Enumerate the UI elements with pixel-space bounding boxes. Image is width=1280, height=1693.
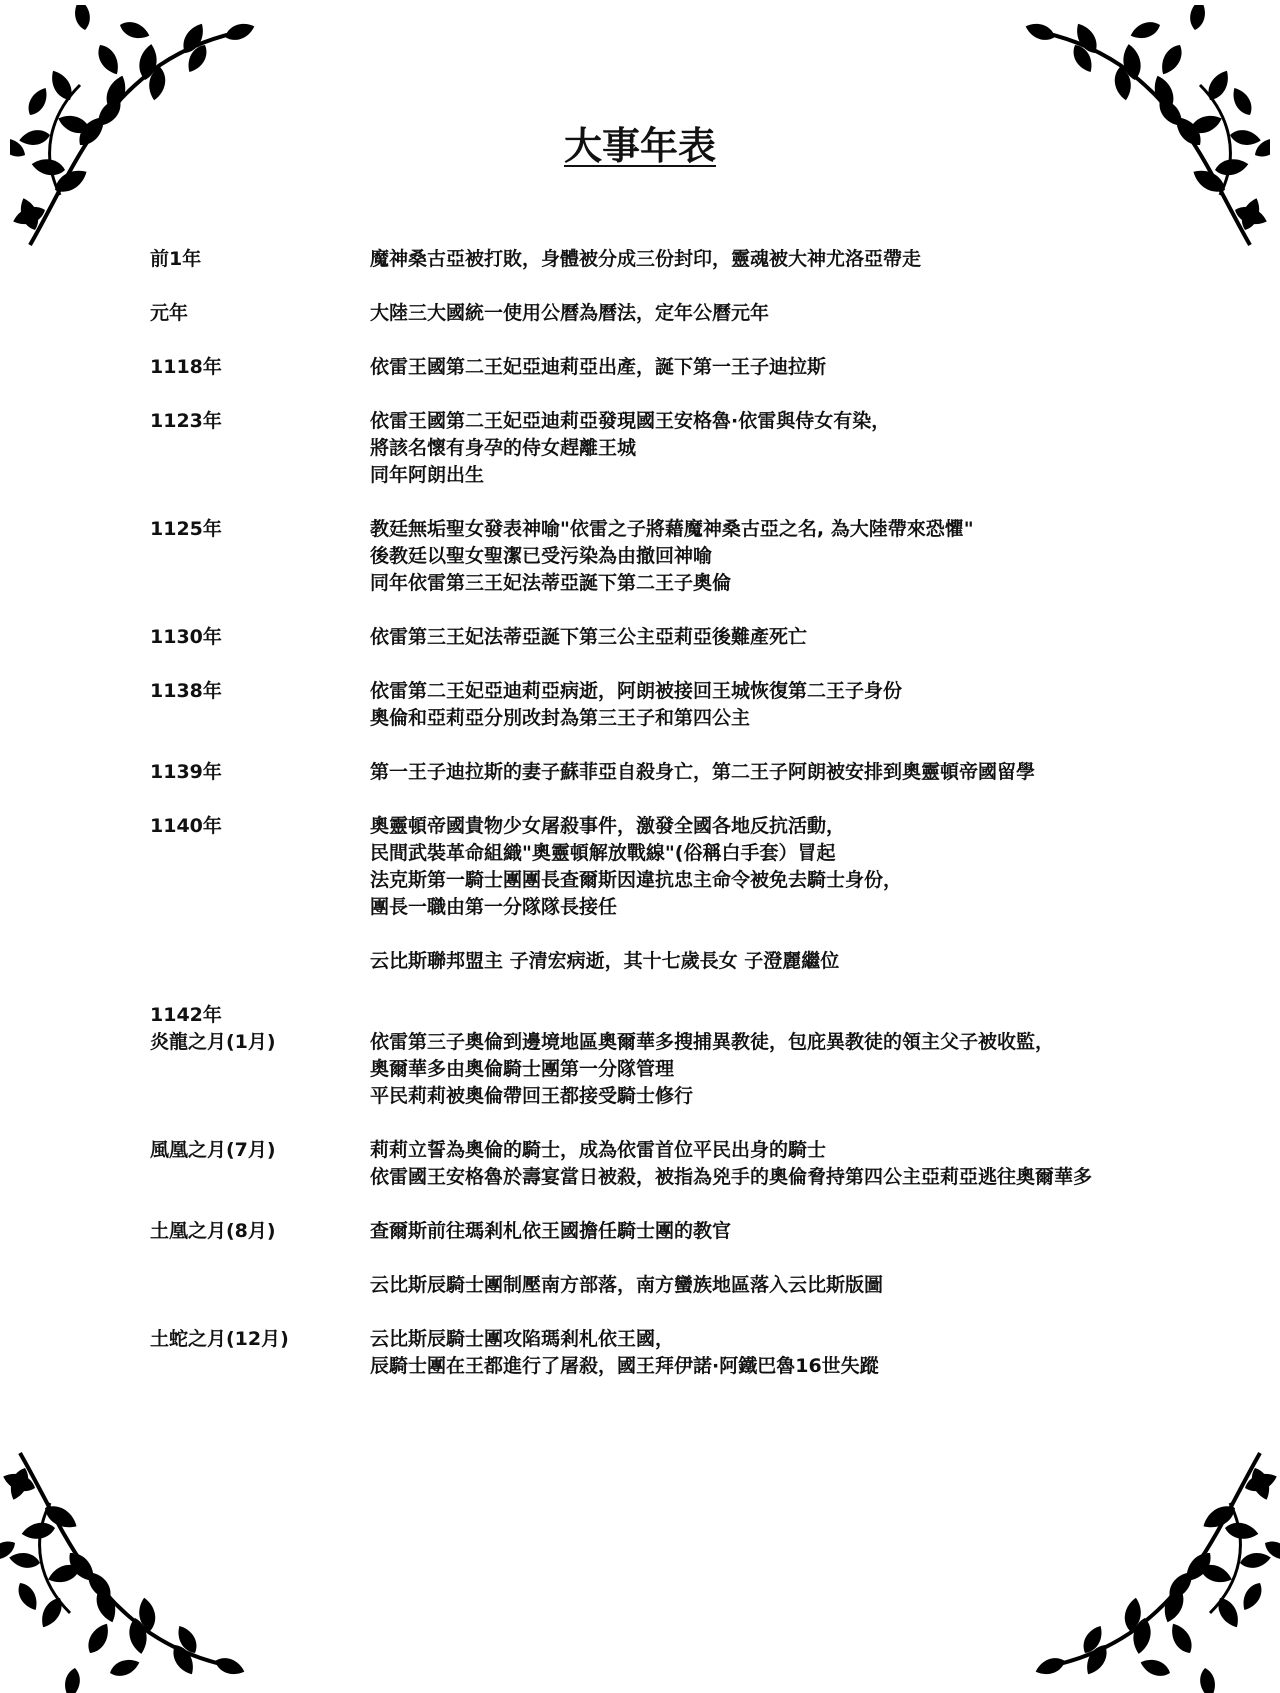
timeline-entry [150,813,1210,921]
entry-description [370,813,1210,921]
entry-date: 元年 [150,302,189,324]
leaf-vine-icon [1020,1433,1280,1693]
entry-date: 前1年 [150,248,202,270]
entry-line: 將該名懷有身孕的侍女趕離王城 [370,437,637,459]
entry-description [370,678,1210,732]
entry-date: 土凰之月(8月) [150,1220,276,1242]
timeline-entry [150,948,1210,975]
timeline [150,246,1210,1380]
entry-line: 依雷王國第二王妃亞迪莉亞發現國王安格魯·依雷與侍女有染， [370,410,891,432]
entry-line: 依雷國王安格魯於壽宴當日被殺，被指為兇手的奧倫脅持第四公主亞莉亞逃往奧爾華多 [370,1166,1093,1188]
timeline-entry [150,1272,1210,1299]
entry-line: 查爾斯前往瑪剎札依王國擔任騎士團的教官 [370,1220,732,1242]
timeline-entry [150,354,1210,381]
timeline-entry [150,1137,1210,1191]
entry-line: 云比斯聯邦盟主 子清宏病逝，其十七歲長女 子澄麗繼位 [370,950,840,972]
entry-date: 土蛇之月(12月) [150,1328,289,1350]
leaf-ornament-bottom-right [1020,1433,1280,1693]
timeline-entry [150,678,1210,732]
timeline-entry [150,1029,1210,1110]
entry-line: 民間武裝革命組織"奧靈頓解放戰線"(俗稱白手套）冒起 [370,842,836,864]
timeline-year-heading [150,1002,1210,1029]
entry-description [370,1218,1210,1245]
entry-line: 後教廷以聖女聖潔已受污染為由撤回神喻 [370,545,713,567]
entry-line: 團長一職由第一分隊隊長接任 [370,896,618,918]
entry-line: 依雷王國第二王妃亞迪莉亞出產，誕下第一王子迪拉斯 [370,356,827,378]
entry-line: 魔神桑古亞被打敗，身體被分成三份封印，靈魂被大神尤洛亞帶走 [370,248,922,270]
entry-line: 依雷第三子奧倫到邊境地區奧爾華多搜捕異教徒，包庇異教徒的領主父子被收監， [370,1031,1055,1053]
entry-date: 1142年 [150,1004,222,1026]
page-title-text: 大事年表 [563,124,716,169]
entry-date: 風凰之月(7月) [150,1139,276,1161]
entry-line: 第一王子迪拉斯的妻子蘇菲亞自殺身亡，第二王子阿朗被安排到奧靈頓帝國留學 [370,761,1036,783]
entry-date: 1139年 [150,761,222,783]
entry-description [370,300,1210,327]
leaf-ornament-bottom-left [0,1433,260,1693]
entry-line: 同年阿朗出生 [370,464,485,486]
page-title [0,115,1280,170]
entry-line: 依雷第三王妃法蒂亞誕下第三公主亞莉亞後難產死亡 [370,626,808,648]
timeline-entry [150,624,1210,651]
entry-line: 法克斯第一騎士團團長查爾斯因違抗忠主命令被免去騎士身份， [370,869,903,891]
entry-line: 奧倫和亞莉亞分別改封為第三王子和第四公主 [370,707,751,729]
entry-description [370,354,1210,381]
entry-date: 炎龍之月(1月) [150,1031,276,1053]
entry-line: 辰騎士團在王都進行了屠殺，國王拜伊諾·阿鐵巴魯16世失蹤 [370,1355,879,1377]
entry-line: 莉莉立誓為奧倫的騎士，成為依雷首位平民出身的騎士 [370,1139,827,1161]
entry-description [370,1326,1210,1380]
timeline-entry [150,300,1210,327]
leaf-vine-icon [0,1433,260,1693]
entry-description [370,516,1210,597]
timeline-entry [150,759,1210,786]
entry-line: 云比斯辰騎士團制壓南方部落，南方蠻族地區落入云比斯版圖 [370,1274,884,1296]
entry-description [370,624,1210,651]
entry-description [370,1137,1210,1191]
entry-line: 大陸三大國統一使用公曆為曆法，定年公曆元年 [370,302,770,324]
entry-line: 依雷第二王妃亞迪莉亞病逝，阿朗被接回王城恢復第二王子身份 [370,680,903,702]
entry-description [370,246,1210,273]
entry-date [150,948,370,975]
entry-line: 云比斯辰騎士團攻陷瑪剎札依王國， [370,1328,675,1350]
entry-date: 1130年 [150,626,222,648]
entry-date: 1138年 [150,680,222,702]
entry-date: 1123年 [150,410,222,432]
entry-date [150,1272,370,1299]
timeline-entry [150,1326,1210,1380]
timeline-entry [150,408,1210,489]
timeline-entry [150,516,1210,597]
entry-description [370,948,1210,975]
entry-description [370,1002,1210,1029]
timeline-entry [150,246,1210,273]
entry-line: 奧爾華多由奧倫騎士團第一分隊管理 [370,1058,675,1080]
entry-line: 教廷無垢聖女發表神喻"依雷之子將藉魔神桑古亞之名, 為大陸帶來恐懼" [370,518,974,540]
entry-description [370,759,1210,786]
timeline-entry [150,1218,1210,1245]
entry-line: 同年依雷第三王妃法蒂亞誕下第二王子奧倫 [370,572,732,594]
entry-description [370,1029,1210,1110]
entry-date: 1140年 [150,815,222,837]
entry-description [370,408,1210,489]
entry-date: 1118年 [150,356,222,378]
entry-date: 1125年 [150,518,222,540]
entry-description [370,1272,1210,1299]
entry-line: 平民莉莉被奧倫帶回王都接受騎士修行 [370,1085,694,1107]
entry-line: 奧靈頓帝國貴物少女屠殺事件，激發全國各地反抗活動， [370,815,846,837]
